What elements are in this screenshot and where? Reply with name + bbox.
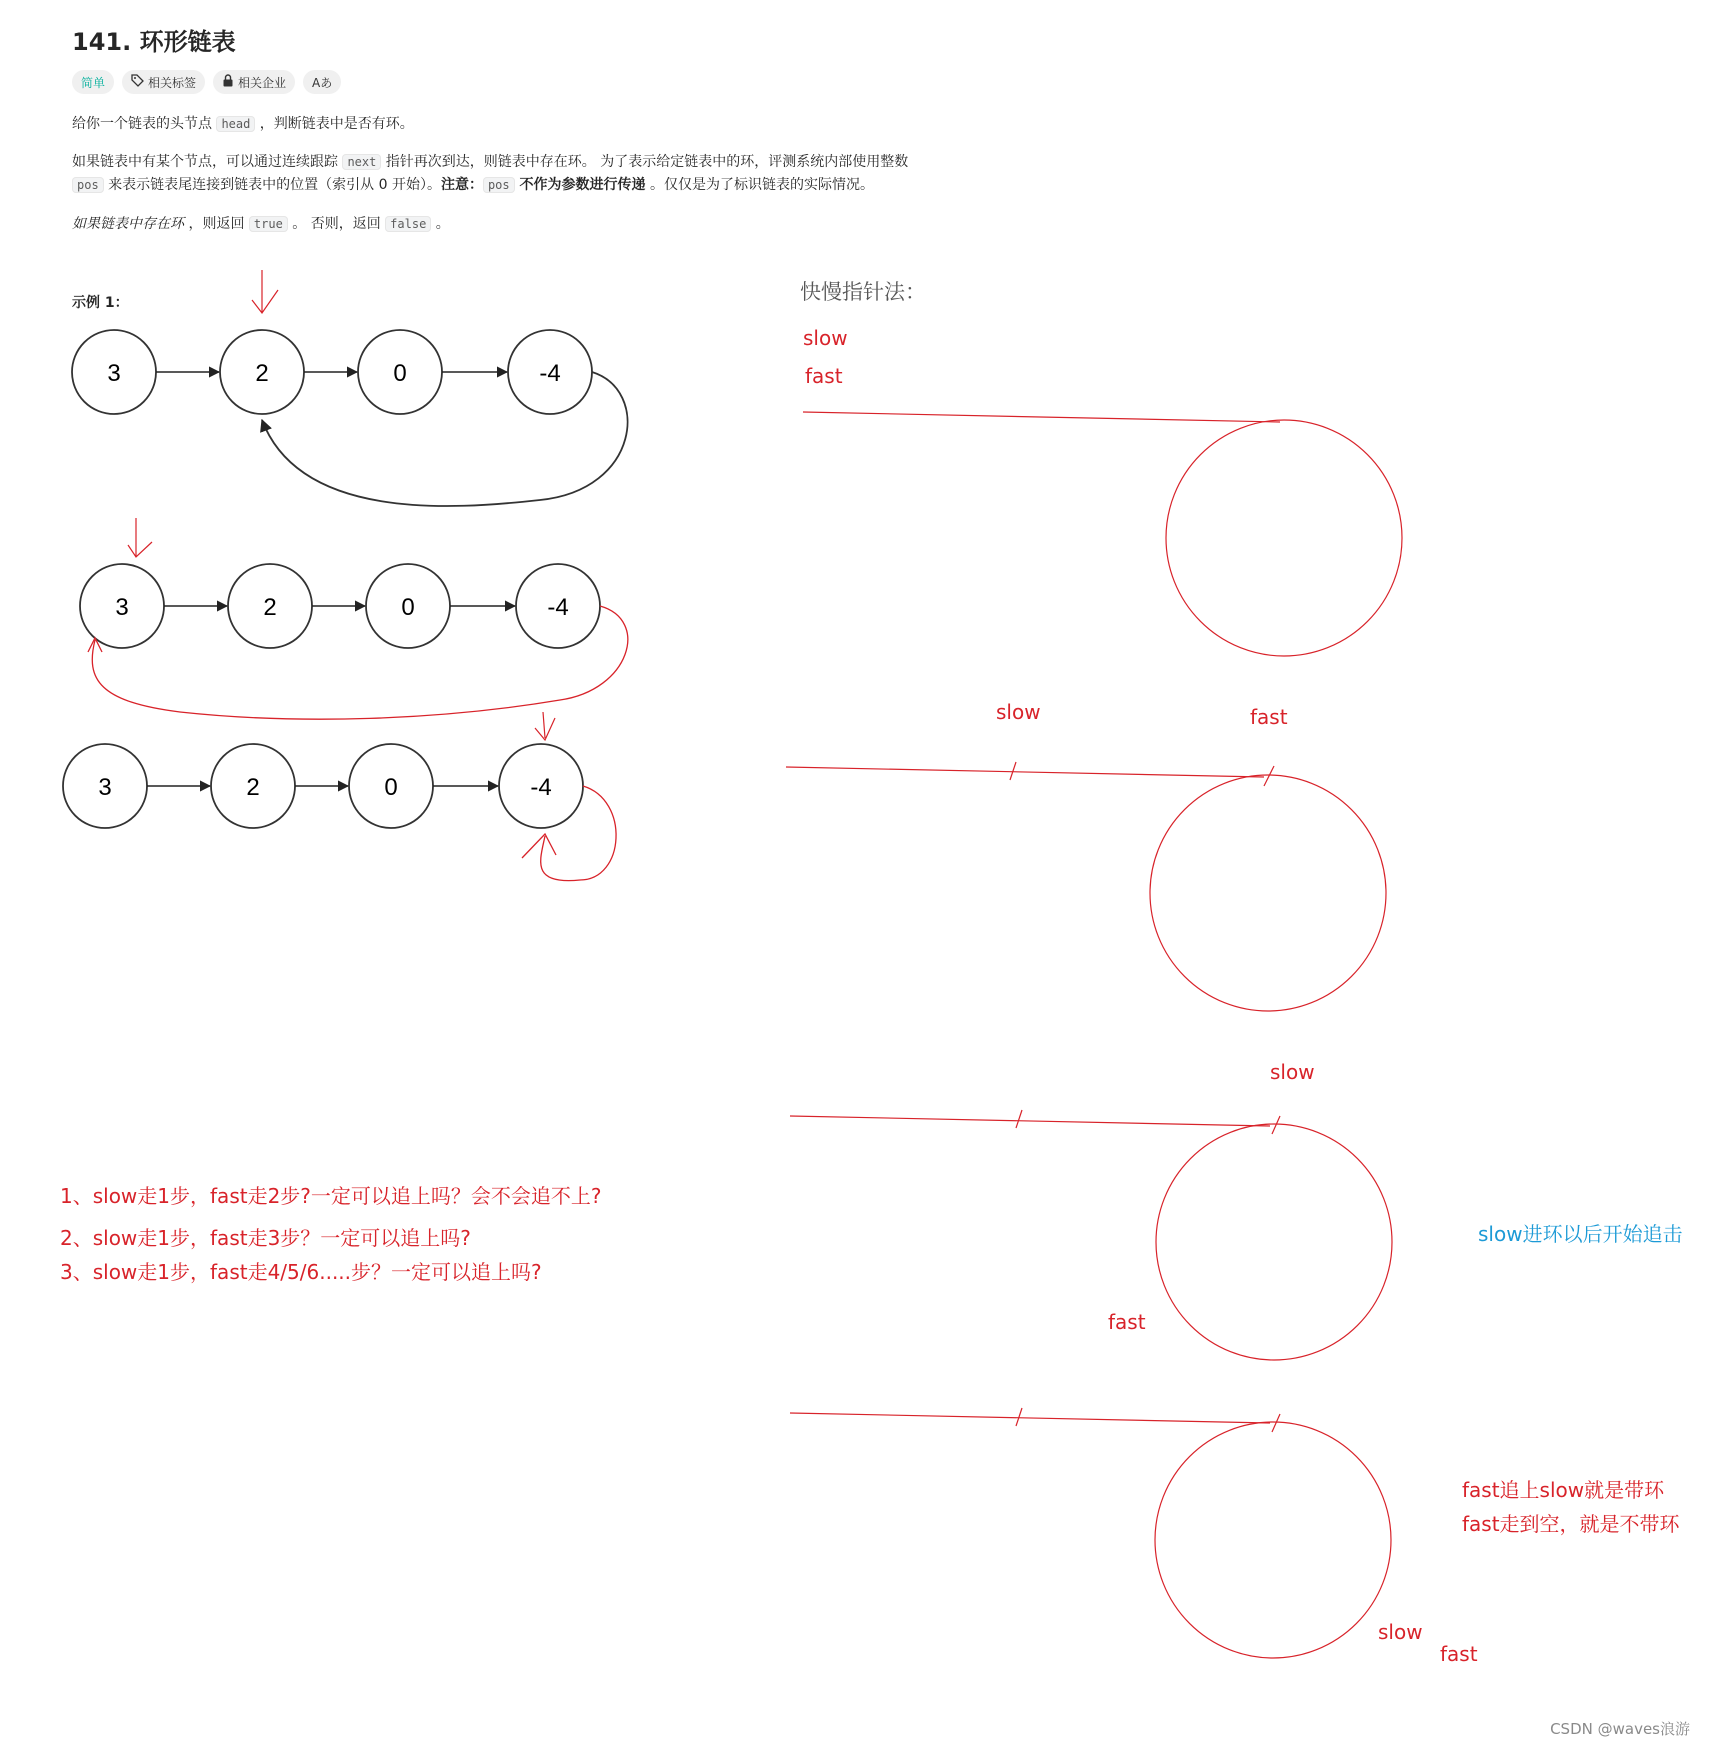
question-1: 1、slow走1步，fast走2步?一定可以追上吗？会不会追不上? [60, 1184, 602, 1208]
diagram4-fast-label: fast [1440, 1642, 1478, 1666]
example-label: 示例 1： [72, 295, 129, 311]
question-2: 2、slow走1步，fast走3步？一定可以追上吗? [60, 1226, 471, 1250]
diagram2-fast-label: fast [1250, 705, 1288, 729]
diagram4-note-cycle: fast追上slow就是带环 [1462, 1478, 1665, 1502]
svg-text:3: 3 [98, 774, 112, 801]
diagram2-tail-line [786, 767, 1264, 777]
diagram2-slow-label: slow [996, 700, 1041, 724]
translate-icon: Aあ [312, 75, 333, 90]
diagram3-chase-note: slow进环以后开始追击 [1478, 1222, 1683, 1246]
diagram3-slow-label: slow [1270, 1060, 1315, 1084]
list1-node-3 [508, 330, 592, 414]
diagram-2 [786, 762, 1386, 1011]
list2-node-0 [80, 564, 164, 648]
list1-pointer-arrow [252, 270, 278, 313]
svg-text:0: 0 [384, 774, 398, 801]
diagram4-tail-line [790, 1413, 1270, 1423]
list2-node-2 [366, 564, 450, 648]
linked-list-2 [80, 518, 628, 719]
diagram3-tail-line [790, 1116, 1270, 1126]
diagram2-fast-tick [1264, 766, 1274, 786]
svg-text:0: 0 [393, 360, 407, 387]
svg-text:-4: -4 [530, 774, 552, 801]
linked-list-1 [72, 270, 628, 506]
code-next: next [342, 154, 381, 170]
diagram-1 [803, 412, 1402, 656]
list1-node-0 [72, 330, 156, 414]
list1-node-1 [220, 330, 304, 414]
description-line-1: 给你一个链表的头节点 head ，判断链表中是否有环。 [72, 116, 414, 132]
diagram1-fast-label: fast [805, 364, 843, 388]
code-head: head [216, 116, 255, 132]
difficulty-badge[interactable]: 简单 [72, 70, 114, 94]
diagram3-tick-1 [1016, 1110, 1022, 1128]
svg-text:-4: -4 [539, 360, 561, 387]
svg-text:-4: -4 [547, 594, 569, 621]
diagram1-slow-label: slow [803, 326, 848, 350]
diagram3-cycle [1156, 1124, 1392, 1360]
diagram4-tick-1 [1016, 1408, 1022, 1426]
related-companies-label: 相关企业 [238, 75, 287, 90]
list1-node-2 [358, 330, 442, 414]
watermark-footer: CSDN @waves浪游 [1550, 1720, 1690, 1738]
list3-loop-arrowhead [522, 834, 556, 858]
list3-node-2 [349, 744, 433, 828]
code-pos: pos [72, 177, 104, 193]
method-heading: 快慢指针法： [800, 280, 926, 304]
svg-text:2: 2 [263, 594, 277, 621]
diagram4-tick-2 [1272, 1414, 1280, 1432]
list3-node-0 [63, 744, 147, 828]
description-line-3: pos 来表示链表尾连接到链表中的位置（索引从 0 开始）。注意： pos 不作为参数进行传递 。仅仅是为了标识链表的实际情况。 [72, 174, 874, 196]
diagram4-note-nocycle: fast走到空，就是不带环 [1462, 1512, 1680, 1536]
list2-node-1 [228, 564, 312, 648]
diagram2-slow-tick [1010, 762, 1016, 780]
list2-node-3 [516, 564, 600, 648]
svg-text:0: 0 [401, 594, 415, 621]
list3-node-1 [211, 744, 295, 828]
diagram3-slow-tick [1272, 1116, 1280, 1134]
svg-text:2: 2 [255, 360, 269, 387]
list3-node-3 [499, 744, 583, 828]
code-true: true [249, 216, 288, 232]
question-3: 3、slow走1步，fast走4/5/6.....步？一定可以追上吗? [60, 1260, 542, 1284]
code-pos-2: pos [483, 177, 515, 193]
svg-text:3: 3 [115, 594, 129, 621]
diagram1-cycle [1166, 420, 1402, 656]
diagram4-slow-label: slow [1378, 1620, 1423, 1644]
page-title: 141. 环形链表 [72, 28, 236, 56]
code-false: false [385, 216, 431, 232]
diagram3-fast-label: fast [1108, 1310, 1146, 1334]
list3-pointer-arrow [535, 712, 555, 740]
diagram-4 [790, 1408, 1391, 1658]
list2-pointer-arrow [128, 518, 152, 557]
description-line-2: 如果链表中有某个节点，可以通过连续跟踪 next 指针再次到达，则链表中存在环。 为了表示给定链表中的环，评测系统内部使用整数 [72, 154, 909, 170]
description-line-4: 如果链表中存在环 ，则返回 true 。 否则，返回 false 。 [72, 216, 450, 232]
diagram4-cycle [1155, 1422, 1391, 1658]
linked-list-3 [63, 712, 616, 881]
diagram2-cycle [1150, 775, 1386, 1011]
svg-text:2: 2 [246, 774, 260, 801]
related-tags-label: 相关标签 [148, 75, 197, 90]
svg-text:3: 3 [107, 360, 121, 387]
diagram-3 [790, 1110, 1392, 1360]
diagram1-tail-line [803, 412, 1280, 422]
